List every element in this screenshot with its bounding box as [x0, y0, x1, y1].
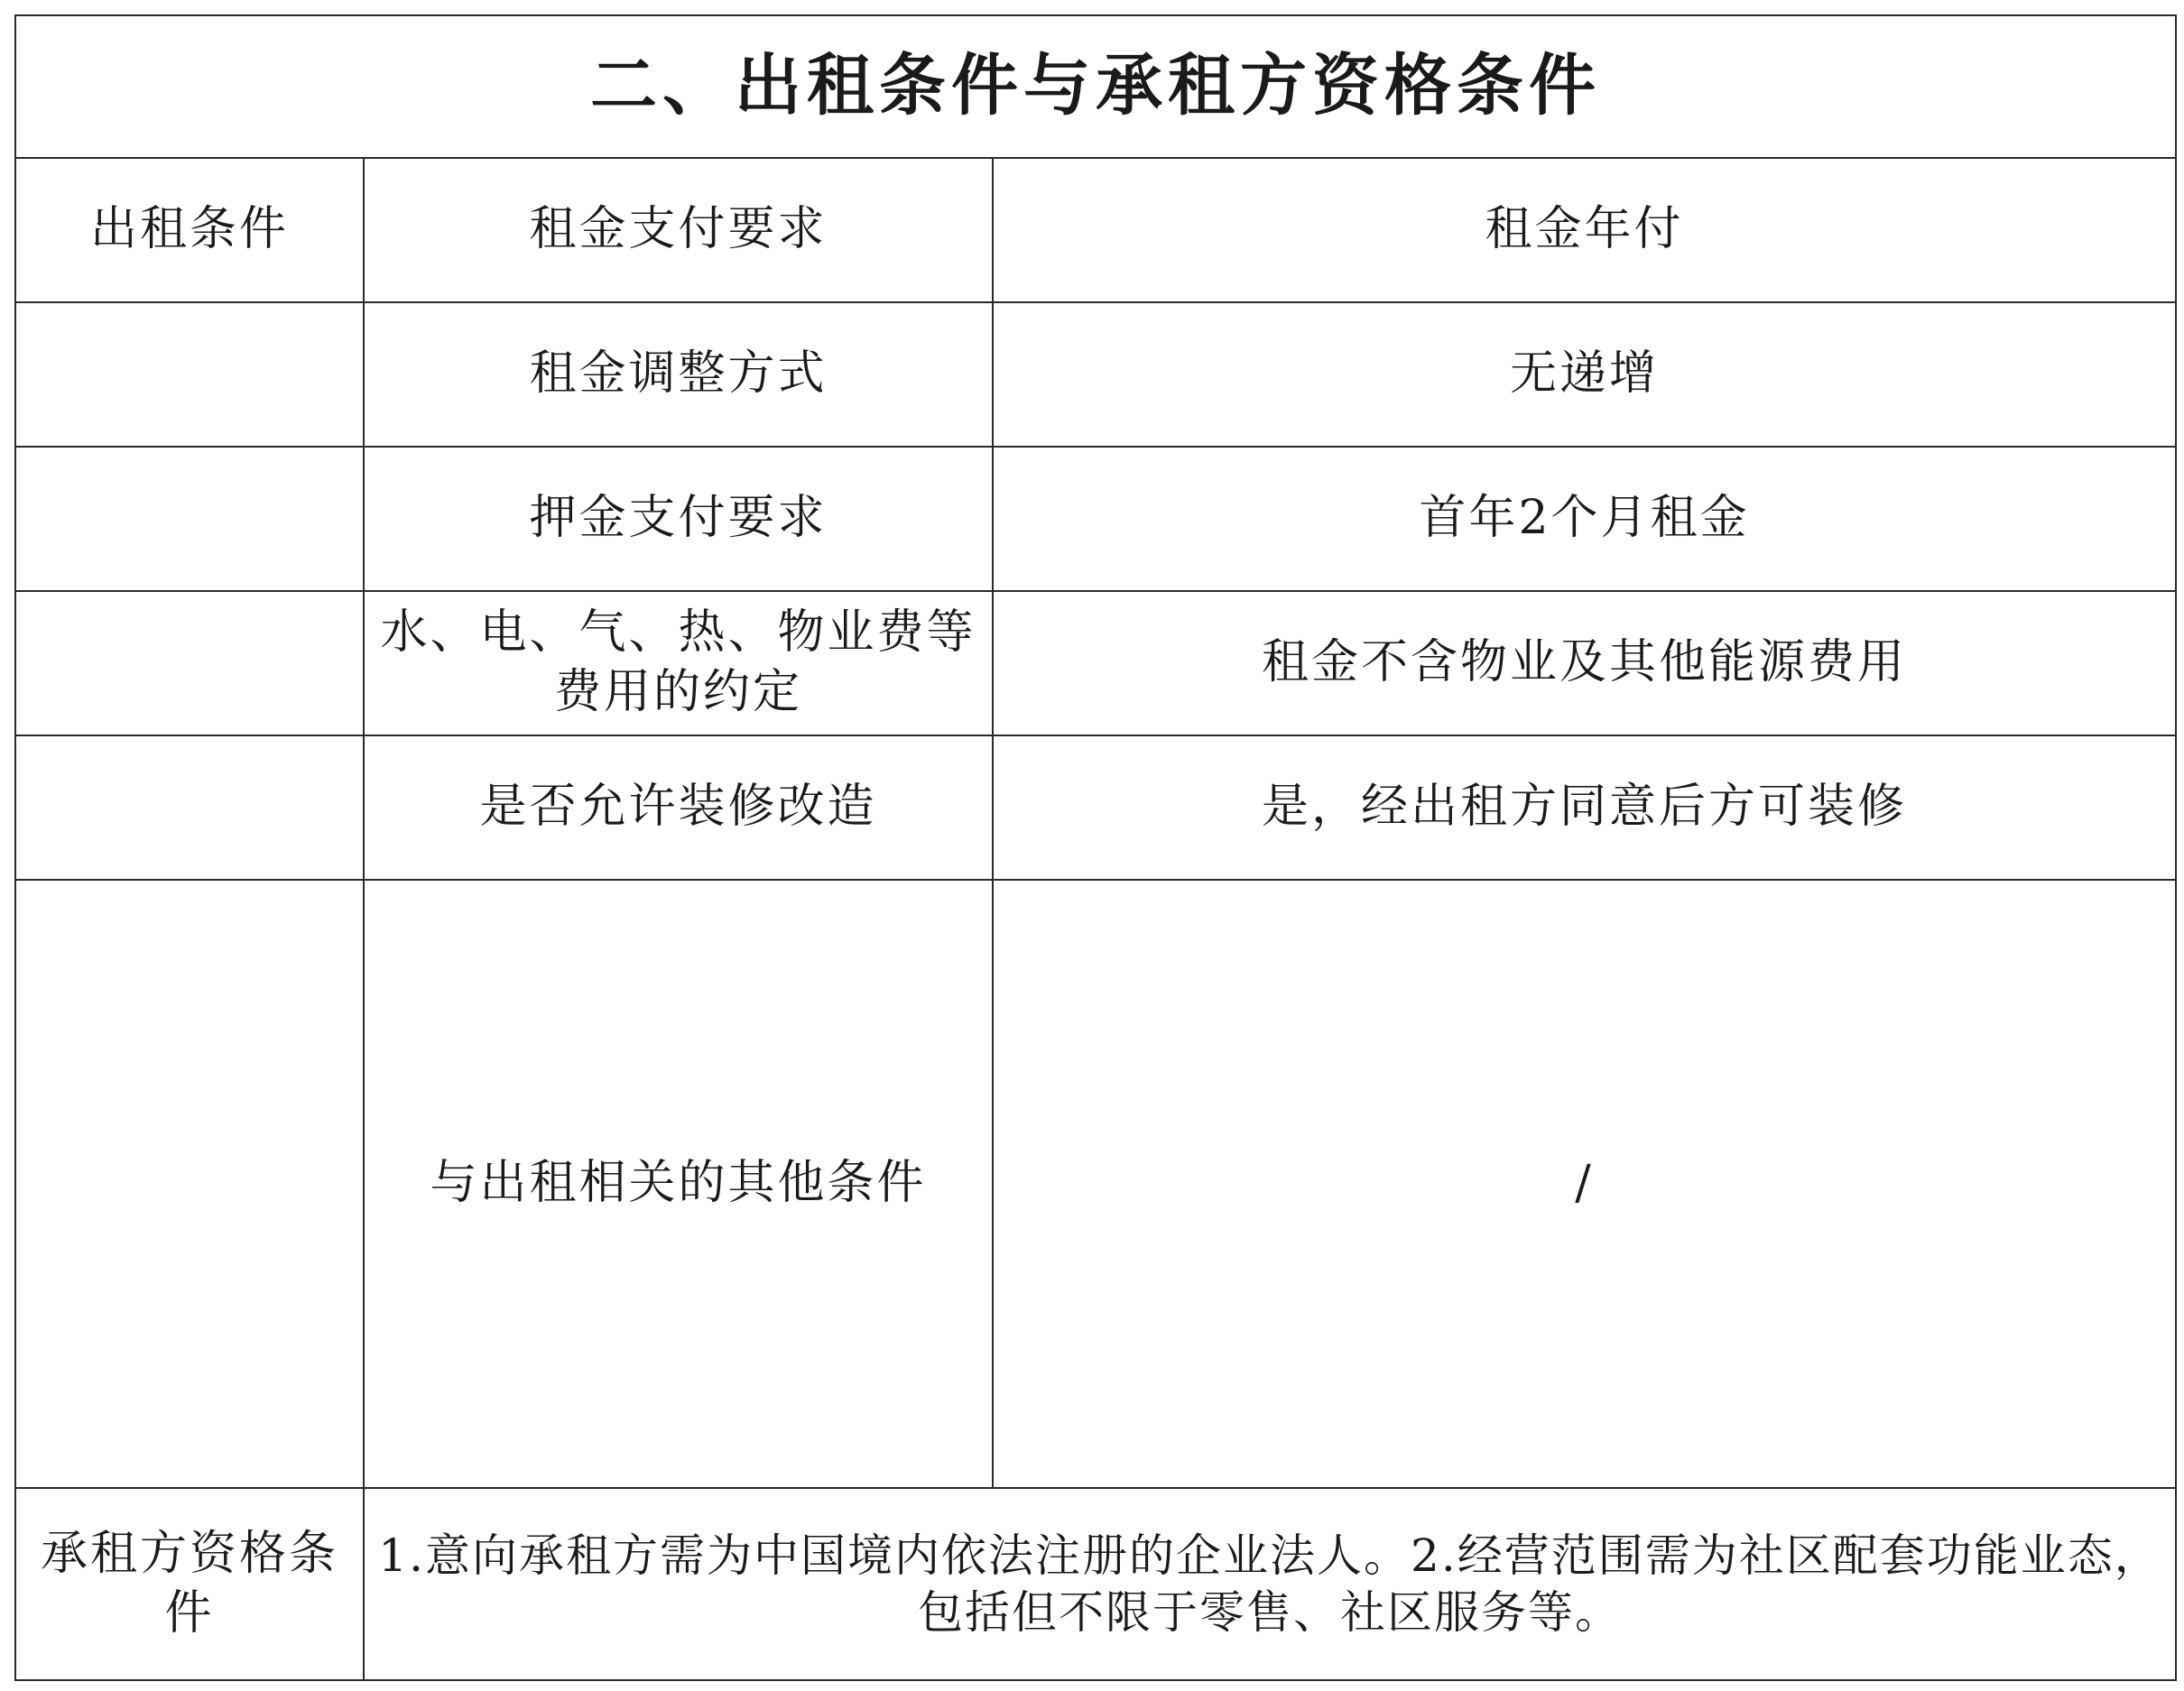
table-row — [15, 880, 2176, 1488]
condition-item: 水、电、气、热、物业费等费用的约定 — [364, 591, 993, 735]
qualification-text: 1.意向承租方需为中国境内依法注册的企业法人。2.经营范围需为社区配套功能业态，包括但不限于零售、社区服务等。 — [364, 1488, 2176, 1680]
table-row — [15, 735, 2176, 880]
title-row — [15, 15, 2176, 158]
condition-item: 是否允许装修改造 — [364, 735, 993, 880]
table-row — [15, 447, 2176, 591]
condition-item: 押金支付要求 — [364, 447, 993, 591]
empty-cell — [15, 880, 364, 1488]
condition-item: 与出租相关的其他条件 — [364, 880, 993, 1488]
table-row — [15, 302, 2176, 447]
condition-value: 租金不含物业及其他能源费用 — [993, 591, 2176, 735]
lease-conditions-table — [14, 14, 2177, 1681]
empty-cell — [15, 302, 364, 447]
section-label-qualification: 承租方资格条件 — [15, 1488, 364, 1680]
table-row — [15, 591, 2176, 735]
empty-cell — [15, 735, 364, 880]
condition-value: 租金年付 — [993, 158, 2176, 302]
section-label-conditions: 出租条件 — [15, 158, 364, 302]
condition-value: 无递增 — [993, 302, 2176, 447]
empty-cell — [15, 591, 364, 735]
condition-value: 是，经出租方同意后方可装修 — [993, 735, 2176, 880]
table-row — [15, 158, 2176, 302]
condition-item: 租金调整方式 — [364, 302, 993, 447]
condition-value: 首年2个月租金 — [993, 447, 2176, 591]
table-title: 二、出租条件与承租方资格条件 — [15, 15, 2176, 158]
condition-item: 租金支付要求 — [364, 158, 993, 302]
table-row — [15, 1488, 2176, 1680]
empty-cell — [15, 447, 364, 591]
condition-value: / — [993, 880, 2176, 1488]
